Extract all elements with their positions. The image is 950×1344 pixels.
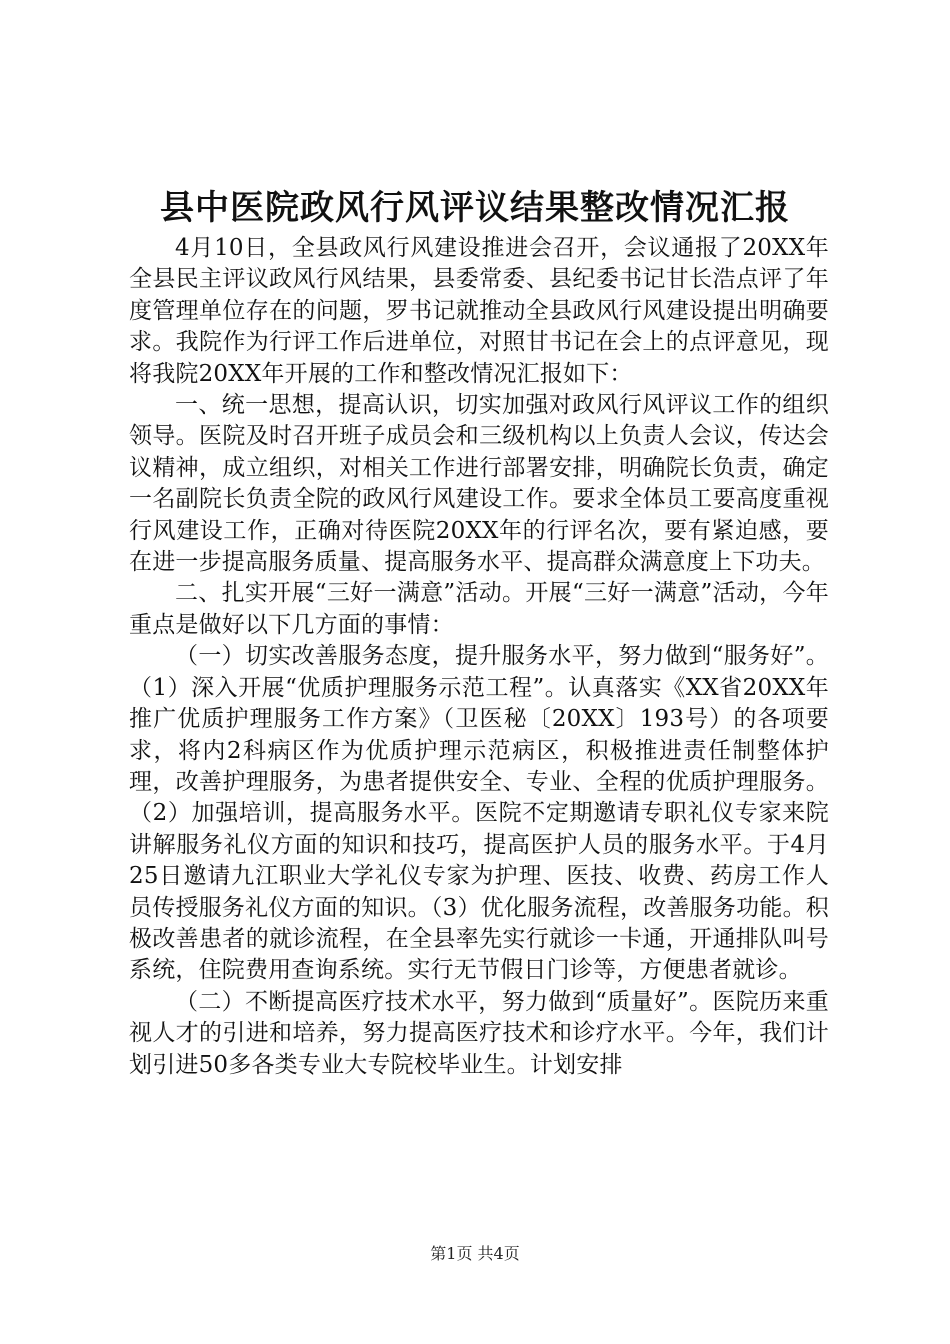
page-footer: 第1页 共4页 [430,1244,520,1263]
paragraph-section-2: 二、扎实开展“三好一满意”活动。开展“三好一满意”活动，今年重点是做好以下几方面的事情： [129,580,829,638]
document-title: 县中医院政风行风评议结果整改情况汇报 [160,188,790,228]
paragraph-subsection-1: （一）切实改善服务态度，提升服务水平，努力做到“服务好”。（1）深入开展“优质护理服务示范工程”。认真落实《XX省20XX年推广优质护理服务工作方案》（卫医秘〔20XX〕193号）的各项要求，将内2科病区作为优质护理示范病区，积极推进责任制整体护理，改善护理服务，为患者提供安全、专业、全程的优质护理服务。（2）加强培训，提高服务水平。医院不定期邀请专职礼仪专家来院讲解服务礼仪方面的知识和技巧，提高医护人员的服务水平。于4月25日邀请九江职业大学礼仪专家为护理、医技、收费、药房工作人员传授服务礼仪方面的知识。（3）优化服务流程，改善服务功能。积极改善患者的就诊流程，在全县率先实行就诊一卡通，开通排队叫号系统，住院费用查询系统。实行无节假日门诊等，方便患者就诊。 [129,643,829,984]
paragraph-intro: 4月10日，全县政风行风建设推进会召开，会议通报了20XX年全县民主评议政风行风结果，县委常委、县纪委书记甘长浩点评了年度管理单位存在的问题，罗书记就推动全县政风行风建设提出明确要求。我院作为行评工作后进单位，对照甘书记在会上的点评意见，现将我院20XX年开展的工作和整改情况汇报如下： [129,235,829,387]
paragraph-subsection-2: （二）不断提高医疗技术水平，努力做到“质量好”。医院历来重视人才的引进和培养，努力提高医疗技术和诊疗水平。今年，我们计划引进50多各类专业大专院校毕业生。计划安排 [129,988,829,1078]
document-body [129,233,829,1081]
paragraph-section-1: 一、统一思想，提高认识，切实加强对政风行风评议工作的组织领导。医院及时召开班子成员会和三级机构以上负责人会议，传达会议精神，成立组织，对相关工作进行部署安排，明确院长负责，确定一名副院长负责全院的政风行风建设工作。要求全体员工要高度重视行风建设工作，正确对待医院20XX年的行评名次，要有紧迫感，要在进一步提高服务质量、提高服务水平、提高群众满意度上下功夫。 [129,392,829,576]
